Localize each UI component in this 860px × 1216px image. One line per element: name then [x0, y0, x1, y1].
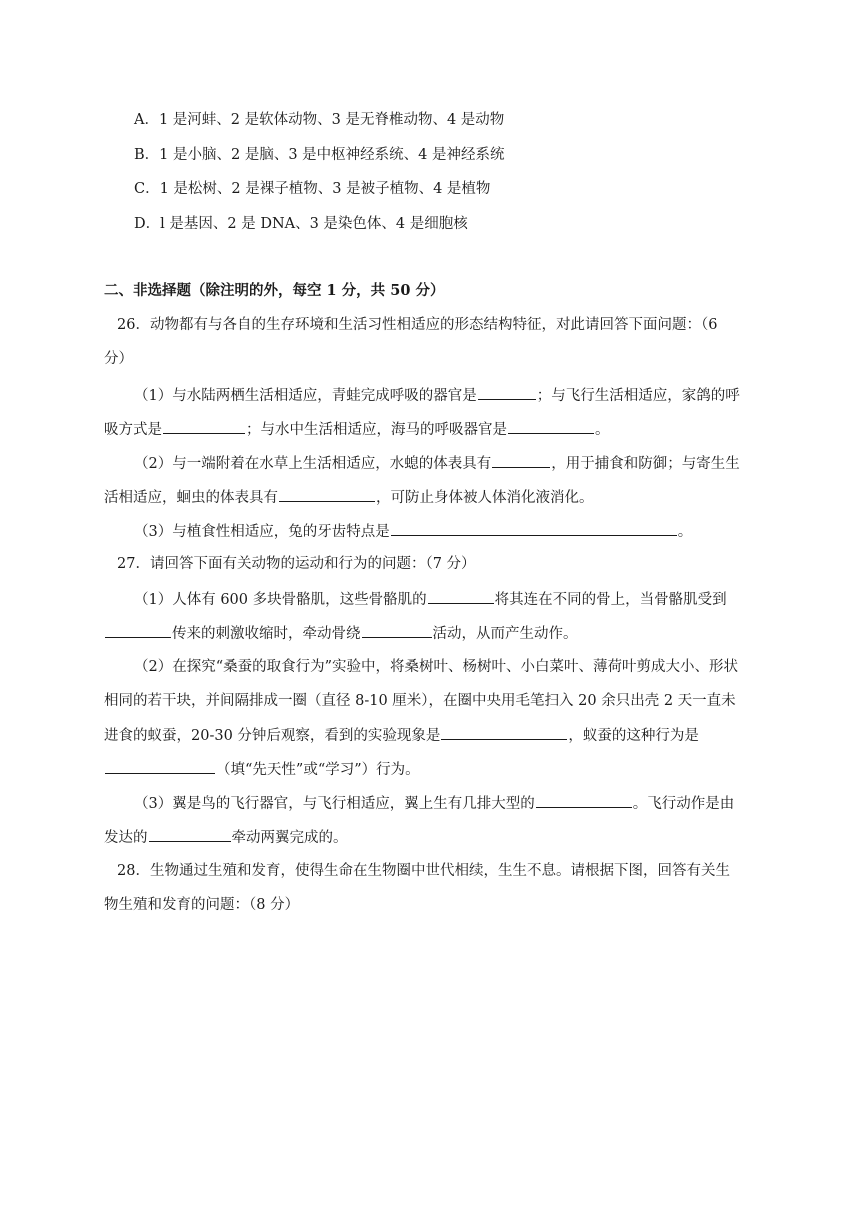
answer-blank[interactable] — [105, 623, 171, 638]
q26-part1-text-a: （1）与水陆两栖生活相适应，青蛙完成呼吸的器官是 — [134, 388, 477, 404]
q27-part1-text-b: 将其连在不同的骨上，当骨骼肌受到 — [494, 592, 727, 608]
q26-part3-line1 — [134, 521, 692, 541]
q27-part2-text-c: 进食的蚁蚕，20-30 分钟后观察，看到的实验现象是 — [104, 728, 441, 744]
q26-part2-line2 — [104, 487, 594, 507]
answer-blank[interactable] — [391, 521, 677, 536]
q27-part2-text-d: ，蚁蚕的这种行为是 — [568, 728, 699, 744]
option-d: D．l 是基因、2 是 DNA、3 是染色体、4 是细胞核 — [134, 216, 468, 232]
answer-blank[interactable] — [441, 725, 567, 740]
q27-part3-text-c: 发达的 — [104, 830, 148, 846]
q26-part1-text-c: 吸方式是 — [104, 422, 162, 438]
q27-stem: 27．请回答下面有关动物的运动和行为的问题：（7 分） — [117, 556, 476, 572]
q26-part1-line1 — [134, 385, 740, 405]
q27-part3-text-b: 。飞行动作是由 — [632, 796, 735, 812]
q28-stem-line2: 物生殖和发育的问题：（8 分） — [104, 897, 300, 913]
q27-part2-line3 — [104, 725, 699, 745]
q27-part3-text-a: （3）翼是鸟的飞行器官，与飞行相适应，翼上生有几排大型的 — [134, 796, 535, 812]
answer-blank[interactable] — [149, 827, 231, 842]
q26-part2-text-d: ，可防止身体被人体消化液消化。 — [376, 490, 594, 506]
q26-part1-text-d: ；与水中生活相适应，海马的呼吸器官是 — [246, 422, 507, 438]
answer-blank[interactable] — [105, 759, 215, 774]
answer-blank[interactable] — [163, 419, 245, 434]
option-c: C．1 是松树、2 是裸子植物、3 是被子植物、4 是植物 — [134, 181, 491, 197]
answer-blank[interactable] — [428, 589, 494, 604]
q26-part2-text-b: ，用于捕食和防御；与寄生生 — [551, 456, 740, 472]
q26-part1-text-b: ；与飞行生活相适应，家鸽的呼 — [536, 388, 740, 404]
option-a: A．1 是河蚌、2 是软体动物、3 是无脊椎动物、4 是动物 — [134, 112, 505, 128]
q27-part3-text-d: 牵动两翼完成的。 — [231, 830, 348, 846]
q26-part2-text-a: （2）与一端附着在水草上生活相适应，水螅的体表具有 — [134, 456, 492, 472]
q27-part1-line2 — [104, 623, 578, 643]
q27-part2-line1: （2）在探究“桑蚕的取食行为”实验中，将桑树叶、杨树叶、小白菜叶、薄荷叶剪成大小、形状 — [134, 659, 739, 675]
answer-blank[interactable] — [478, 385, 536, 400]
option-b: B．1 是小脑、2 是脑、3 是中枢神经系统、4 是神经系统 — [134, 147, 505, 163]
q27-part1-text-a: （1）人体有 600 多块骨骼肌，这些骨骼肌的 — [134, 592, 427, 608]
q27-part1-text-c: 传来的刺激收缩时，牵动骨绕 — [172, 626, 361, 642]
q26-part1-line2 — [104, 419, 610, 439]
section-heading: 二、非选择题（除注明的外，每空 1 分，共 50 分） — [104, 282, 445, 299]
q27-part3-line2 — [104, 827, 348, 847]
q26-part2-line1 — [134, 453, 740, 473]
q26-stem-line1: 26．动物都有与各自的生存环境和生活习性相适应的形态结构特征，对此请回答下面问题：（6 — [117, 317, 718, 333]
q26-part3-text-b: 。 — [677, 524, 693, 540]
q28-stem-line1: 28．生物通过生殖和发育，使得生命在生物圈中世代相续，生生不息。请根据下图，回答有关生 — [117, 863, 730, 879]
answer-blank[interactable] — [492, 453, 550, 468]
q27-part2-text-e: （填“先天性”或“学习”）行为。 — [216, 762, 420, 778]
q27-part3-line1 — [134, 793, 734, 813]
q27-part1-text-d: 活动，从而产生动作。 — [432, 626, 578, 642]
q26-part3-text-a: （3）与植食性相适应，兔的牙齿特点是 — [134, 524, 390, 540]
answer-blank[interactable] — [279, 487, 375, 502]
answer-blank[interactable] — [508, 419, 594, 434]
q26-part1-text-e: 。 — [595, 422, 610, 438]
q26-stem-line2: 分） — [104, 351, 133, 367]
q27-part2-line2: 相同的若干块，并间隔排成一圈（直径 8-10 厘米），在圈中央用毛笔扫入 20 余只出壳 2 天一直未 — [104, 693, 736, 709]
q26-part2-text-c: 活相适应，蛔虫的体表具有 — [104, 490, 278, 506]
q27-part2-line4 — [104, 759, 420, 779]
answer-blank[interactable] — [536, 793, 632, 808]
q27-part1-line1 — [134, 589, 727, 609]
answer-blank[interactable] — [362, 623, 432, 638]
